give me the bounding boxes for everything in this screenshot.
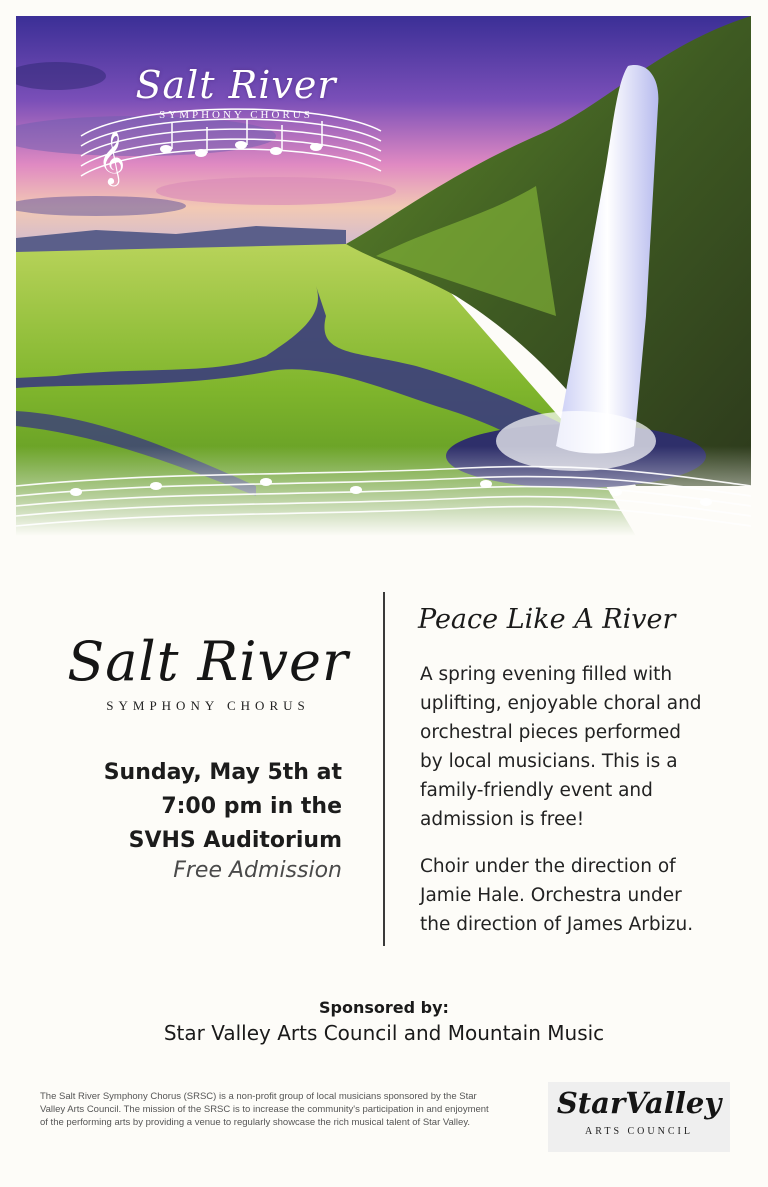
description-line: A spring evening filled with xyxy=(420,664,673,685)
chorus-logo-subtitle: SYMPHONY CHORUS xyxy=(106,698,310,713)
direction-line: Choir under the direction of xyxy=(420,856,676,877)
column-divider xyxy=(383,592,385,946)
event-date-line: Sunday, May 5th at xyxy=(103,760,342,785)
sponsor-names: Star Valley Arts Council and Mountain Music xyxy=(163,1021,605,1045)
concert-title: Peace Like A River xyxy=(418,604,676,635)
footnote-line: Valley Arts Council. The mission of the SRSC is to increase the community's participation in and enjoyment xyxy=(40,1104,489,1115)
event-details xyxy=(40,756,342,858)
chorus-logo-title: Salt River xyxy=(67,630,349,693)
arts-council-logo xyxy=(548,1082,730,1152)
hero-image xyxy=(16,16,751,536)
description-line: uplifting, enjoyable choral and xyxy=(420,693,702,714)
chorus-logo xyxy=(58,632,358,722)
concert-description xyxy=(420,660,740,834)
svg-text:𝄞: 𝄞 xyxy=(98,130,126,184)
hero-logo-subtitle: SYMPHONY CHORUS xyxy=(159,109,313,121)
footnote-line: The Salt River Symphony Chorus (SRSC) is a non-profit group of local musicians sponsored by the Star xyxy=(40,1091,477,1102)
mission-footnote xyxy=(40,1090,540,1129)
admission-note: Free Admission xyxy=(173,858,342,883)
direction-credits xyxy=(420,852,740,939)
description-line: family-friendly event and xyxy=(420,780,653,801)
direction-line: Jamie Hale. Orchestra under xyxy=(420,885,682,906)
description-line: by local musicians. This is a xyxy=(420,751,678,772)
direction-line: the direction of James Arbizu. xyxy=(420,914,694,935)
arts-council-logo-title: StarValley xyxy=(556,1086,722,1120)
sponsor-heading: Sponsored by: xyxy=(319,998,449,1017)
hero-chorus-logo xyxy=(76,61,386,211)
description-line: admission is free! xyxy=(420,809,585,830)
footnote-line: of the performing arts by providing a venue to regularly showcase the rich musical talent of Star Valley. xyxy=(40,1117,471,1128)
event-time-line: 7:00 pm in the xyxy=(161,794,342,819)
arts-council-logo-subtitle: ARTS COUNCIL xyxy=(585,1126,693,1137)
event-venue-line: SVHS Auditorium xyxy=(128,828,342,853)
hero-logo-title: Salt River xyxy=(135,63,337,107)
description-line: orchestral pieces performed xyxy=(420,722,681,743)
